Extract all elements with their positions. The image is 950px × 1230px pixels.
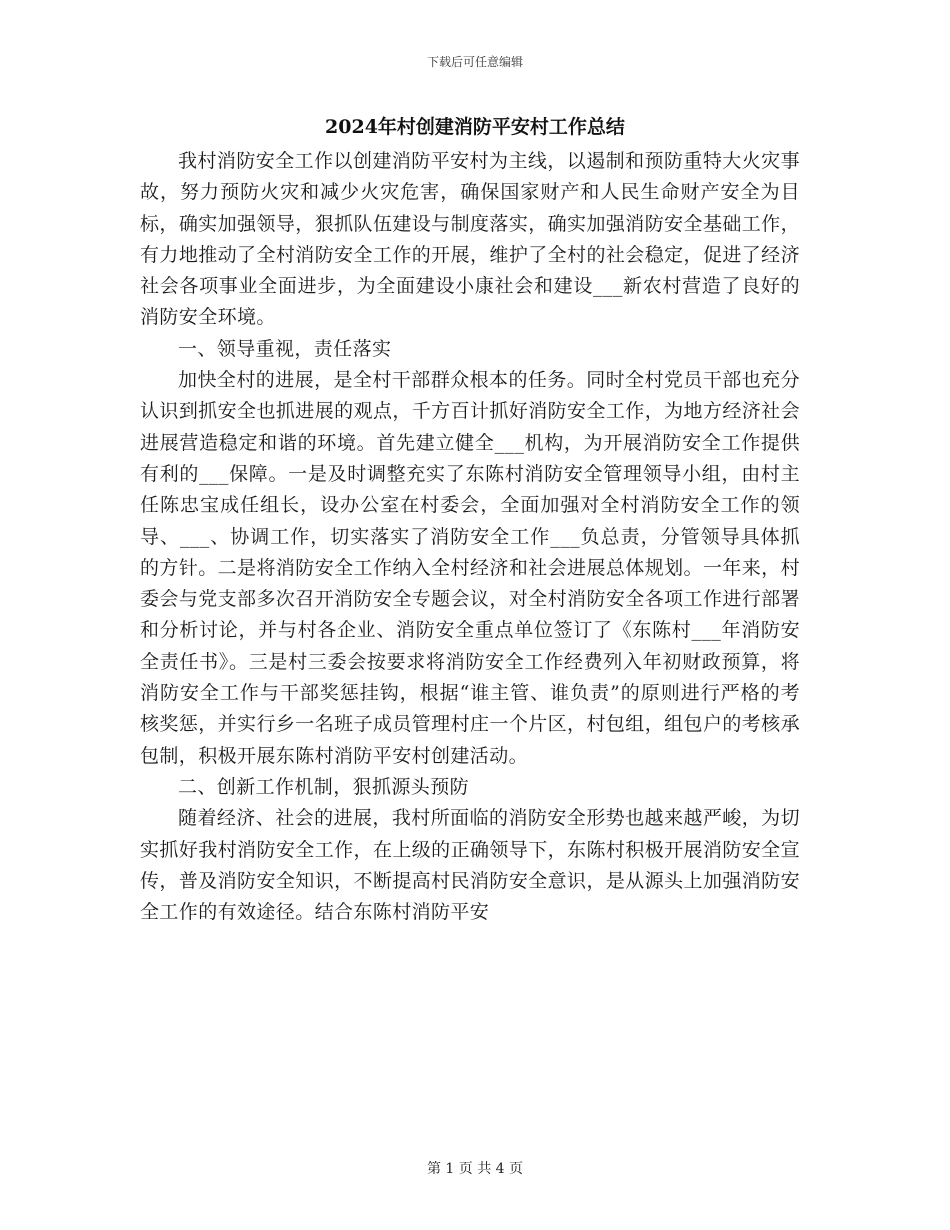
paragraph-section-2: 随着经济、社会的进展，我村所面临的消防安全形势也越来越严峻，为切实抓好我村消防安全工作，在上级的正确领导下，东陈村积极开展消防安全宣传，普及消防安全知识，不断提高村民消防安全意识，是从源头上加强消防安全工作的有效途径。结合东陈村消防平安 — [140, 807, 800, 924]
paragraph-section-1: 加快全村的进展，是全村干部群众根本的任务。同时全村党员干部也充分认识到抓安全也抓进展的观点，千方百计抓好消防安全工作，为地方经济社会进展营造稳定和谐的环境。首先建立健全___机构，为开展消防安全工作提供有利的___保障。一是及时调整充实了东陈村消防安全管理领导小组，由村主任陈忠宝成任组长，设办公室在村委会，全面加强对全村消防安全工作的领导、___、协调工作，切实落实了消防安全工作___负总责，分管领导具体抓的方针。二是将消防安全工作纳入全村经济和社会进展总体规划。一年来，村委会与党支部多次召开消防安全专题会议，对全村消防安全各项工作进行部署和分析讨论，并与村各企业、消防安全重点单位签订了《东陈村___年消防安全责任书》。三是村三委会按要求将消防安全工作经费列入年初财政预算，将消防安全工作与干部奖惩挂钩，根据“谁主管、谁负责”的原则进行严格的考核奖惩，并实行乡一名班子成员管理村庄一个片区，村包组，组包户的考核承包制，积极开展东陈村消防平安村创建活动。 — [140, 369, 800, 767]
section-heading-2: 二、创新工作机制，狠抓源头预防 — [178, 775, 470, 798]
document-body — [140, 146, 800, 928]
document-title: 2024年村创建消防平安村工作总结 — [325, 116, 625, 138]
header-note: 下载后可任意编辑 — [426, 55, 523, 69]
paragraph-intro: 我村消防安全工作以创建消防平安村为主线，以遏制和预防重特大火灾事故，努力预防火灾和减少火灾危害，确保国家财产和人民生命财产安全为目标，确实加强领导，狠抓队伍建设与制度落实，确实加强消防安全基础工作，有力地推动了全村消防安全工作的开展，维护了全村的社会稳定，促进了经济社会各项事业全面进步，为全面建设小康社会和建设___新农村营造了良好的消防安全环境。 — [140, 150, 800, 329]
section-heading-1: 一、领导重视，责任落实 — [178, 337, 392, 360]
page-footer: 第 1 页 共 4 页 — [426, 1161, 524, 1177]
